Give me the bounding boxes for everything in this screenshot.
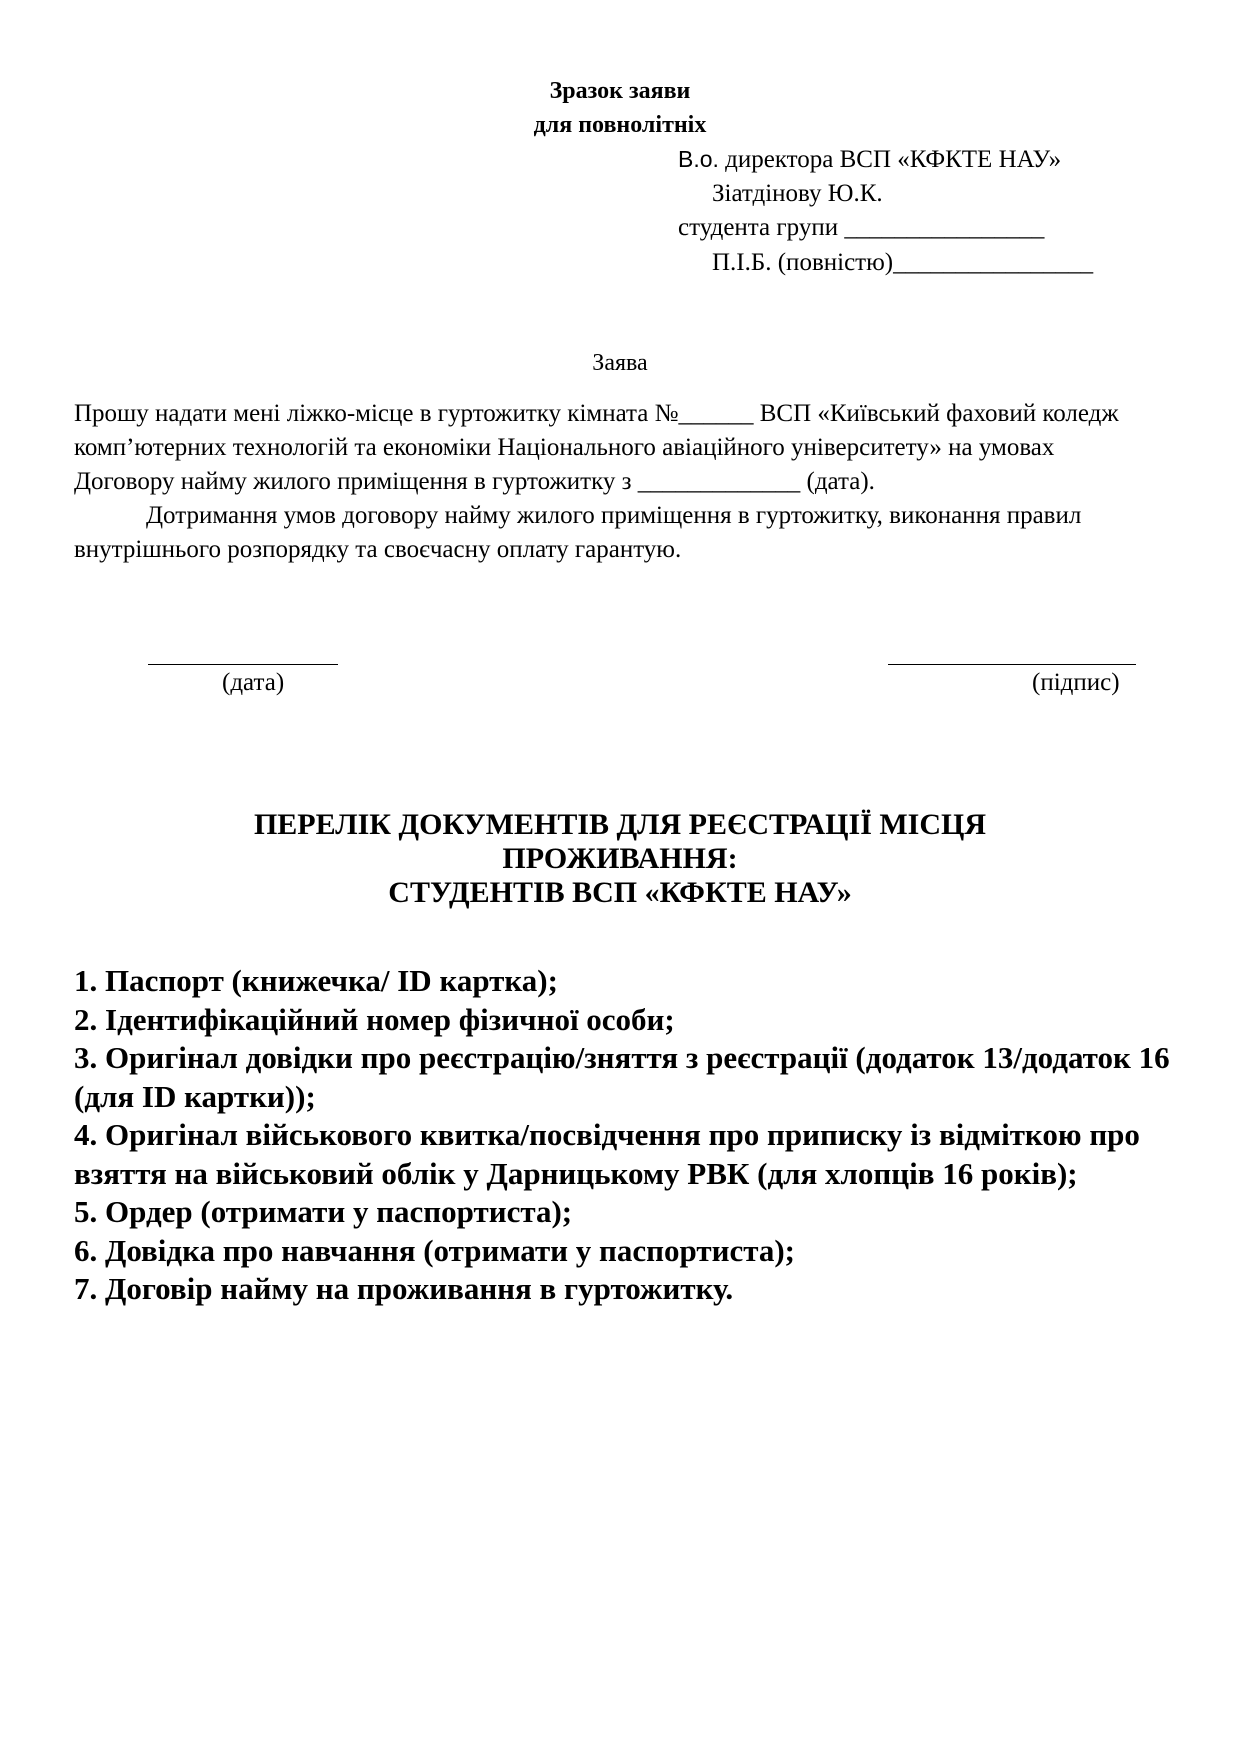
addressee-position: директора ВСП «КФКТЕ НАУ» — [718, 146, 1062, 173]
student-group-field: студента групи ________________ — [678, 214, 1045, 241]
list-item: 5. Ордер (отримати у паспортиста); — [74, 1194, 573, 1229]
documents-title-line-2: ПРОЖИВАННЯ: — [502, 842, 738, 875]
list-item: 6. Довідка про навчання (отримати у паспортиста); — [74, 1232, 795, 1268]
date-label: (дата) — [222, 669, 285, 696]
student-full-name-field: П.І.Б. (повністю)________________ — [712, 249, 1094, 276]
statement-heading: Заява — [592, 350, 648, 376]
list-item: 2. Ідентифікаційний номер фізичної особи; — [74, 1001, 675, 1037]
documents-title-line-3: СТУДЕНТІВ ВСП «КФКТЕ НАУ» — [388, 876, 852, 909]
documents-list-title — [0, 808, 1240, 910]
list-item: 4. Оригінал військового квитка/посвідчення про приписку із відміткою про взяття на військовий облік у Дарницькому РВК (для хлопців 16 років); — [74, 1117, 1140, 1191]
documents-title-line-1: ПЕРЕЛІК ДОКУМЕНТІВ ДЛЯ РЕЄСТРАЦІЇ МІСЦЯ — [253, 808, 987, 841]
sign-label: (підпис) — [1032, 669, 1120, 696]
sample-title-line-1: Зразок заяви — [549, 78, 691, 104]
list-item: 1. Паспорт (книжечка/ ID картка); — [74, 963, 558, 998]
statement-paragraph-1: Прошу надати мені ліжко-місце в гуртожитку кімната №______ ВСП «Київський фаховий коледж комп’ютерних технологій та економіки Національного авіаційного університету» на умовах Договору найму жилого приміщення в гуртожитку з _____________ (дата). — [74, 400, 1119, 495]
addressee-line-1 — [678, 144, 1061, 175]
addressee-name: Зіатдінову Ю.К. — [712, 180, 883, 207]
addressee-acting-prefix: В.о. — [678, 146, 719, 172]
statement-paragraph-2: Дотримання умов договору найму жилого приміщення в гуртожитку, виконання правил внутрішнього розпорядку та своєчасну оплату гарантую. — [74, 502, 1082, 563]
date-signature-line — [148, 664, 338, 665]
documents-list — [74, 962, 1174, 1309]
sign-signature-line — [888, 664, 1136, 665]
list-item: 3. Оригінал довідки про реєстрацію/зняття з реєстрації (додаток 13/додаток 16 (для ID картки)); — [74, 1040, 1170, 1114]
statement-body — [74, 397, 1140, 567]
list-item: 7. Договір найму на проживання в гуртожитку. — [74, 1271, 734, 1306]
sample-title-line-2: для повнолітніх — [533, 112, 707, 138]
